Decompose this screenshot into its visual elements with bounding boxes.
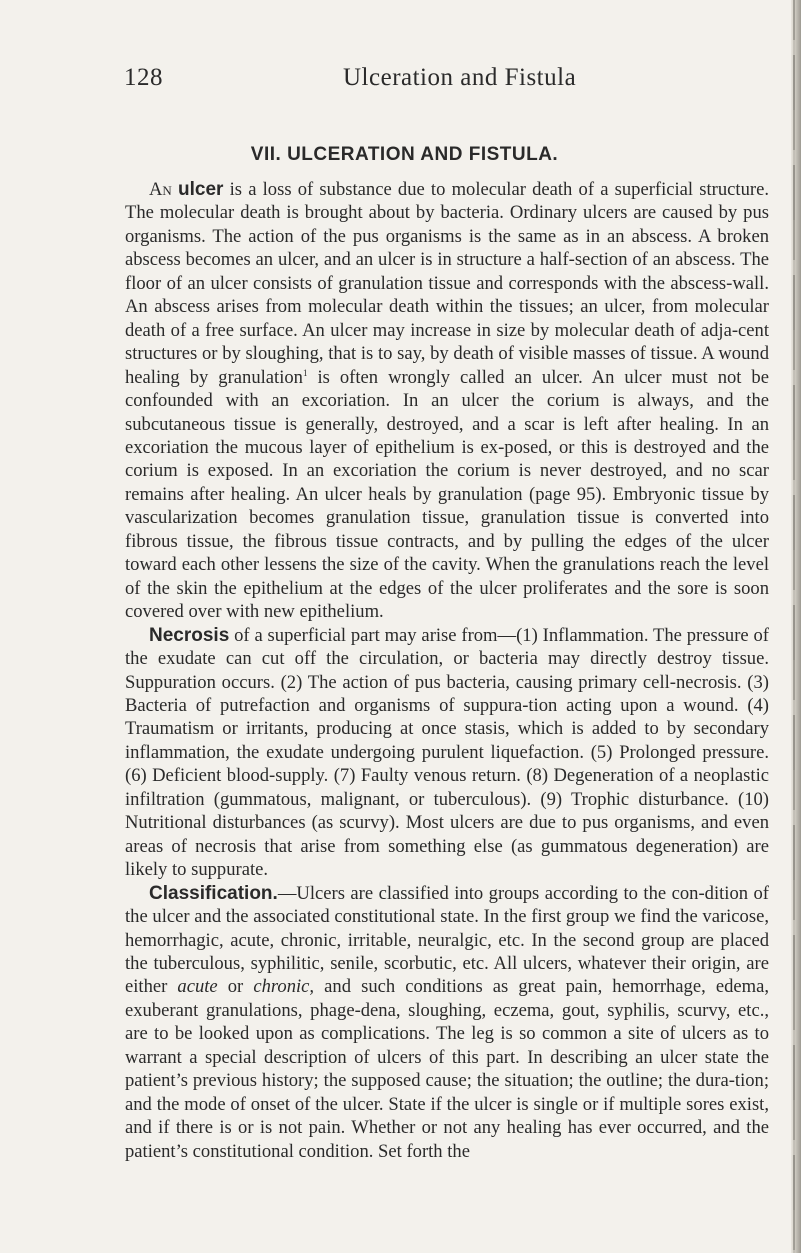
italic-chronic: chronic, <box>253 976 315 998</box>
page-number: 128 <box>124 64 163 91</box>
running-head: Ulceration and Fistula <box>343 64 577 91</box>
term-necrosis: Necrosis <box>149 624 230 646</box>
body-text <box>125 178 769 1163</box>
page-header <box>0 64 791 104</box>
italic-acute: acute <box>177 976 218 998</box>
term-ulcer: ulcer <box>178 179 224 200</box>
chapter-title: VII. ULCERATION AND FISTULA. <box>250 144 559 165</box>
paragraph-text: —Ulcers are classified into groups according to the con-dition of the ulcer and the associated constitutional state. In the first group we find the varicose, hemorrhagic, acute, chronic, irritable, neuralgic, etc. In the second group are placed the tuberculous, syphilitic, senile, scorbutic, etc. All ulcers, whatever their origin, are either <box>125 882 769 998</box>
paragraph-ulcer <box>125 178 769 624</box>
paragraph-text: and such conditions as great pain, hemorrhage, edema, exuberant granulations, phage-dena, sloughing, eczema, gout, syphilis, scurvy, etc., are to be looked upon as complications. The leg is so common a site of ulcers as to warrant a special description of ulcers of this part. In describing an ulcer state the patient’s previous history; the supposed cause; the situation; the outline; the dura-tion; and the mode of onset of the ulcer. State if the ulcer is single or if multiple sores exist, and if there is or is not pain. Whether or not any healing has ever occurred, and the patient’s constitutional condition. Set forth the <box>125 976 769 1162</box>
paragraph-text: is often wrongly called an ulcer. An ulcer must not be confounded with an excoriation. In an ulcer the corium is always, and the subcutaneous tissue is generally, destroyed, and a scar is left after healing. In an excoriation the mucous layer of epithelium is ex-posed, or this is destroyed and the corium is exposed. In an excoriation the corium is never destroyed, and no scar remains after healing. An ulcer heals by granulation (page 95). Embryonic tissue by vascularization becomes granulation tissue, granulation tissue is converted into fibrous tissue, the fibrous tissue contracts, and by pulling the edges of the ulcer toward each other lessens the size of the cavity. When the granulations reach the level of the skin the epithelium at the edges of the ulcer proliferates and the sore is soon covered over with new epithelium. <box>125 366 769 623</box>
paragraph-text: of a superficial part may arise from—(1) Inflammation. The pressure of the exudate can cut off the circulation, or bacteria may directly destroy tissue. Suppuration occurs. (2) The action of pus bacteria, causing primary cell-necrosis. (3) Bacteria of putrefaction and organisms of suppura-tion acting upon a wound. (4) Traumatism or irritants, producing at once stasis, which is added to by secondary inflammation, the exudate undergoing purulent liquefaction. (5) Prolonged pressure. (6) Deficient blood-supply. (7) Faulty venous return. (8) Degeneration of a neoplastic infiltration (gummatous, malignant, or tuberculous). (9) Trophic disturbance. (10) Nutritional disturbances (as scurvy). Most ulcers are due to pus organisms, and even areas of necrosis that arise from something else (as gummatous degeneration) are likely to suppurate. <box>125 624 769 881</box>
paragraph-text: is a loss of substance due to molecular death of a superficial structure. The molecular death is brought about by bacteria. Ordinary ulcers are caused by pus organisms. The action of the pus organisms is the same as in an abscess. A broken abscess becomes an ulcer, and an ulcer is in structure a half-section of an abscess. The floor of an ulcer consists of granulation tissue and corresponds with the abscess-wall. An abscess arises from molecular death within the tissues; an ulcer, from molecular death of a free surface. An ulcer may increase in size by molecular death of adja-cent structures or by sloughing, that is to say, by death of visible masses of tissue. A wound healing by granulation <box>125 179 769 388</box>
lead-word: An <box>149 179 172 200</box>
page-edge-shadow <box>791 0 801 1253</box>
footnote-marker: 1 <box>302 367 308 378</box>
term-classification: Classification. <box>149 882 278 904</box>
paragraph-text: or <box>227 976 244 998</box>
paragraph-necrosis <box>125 624 769 882</box>
paragraph-classification <box>125 882 769 1163</box>
